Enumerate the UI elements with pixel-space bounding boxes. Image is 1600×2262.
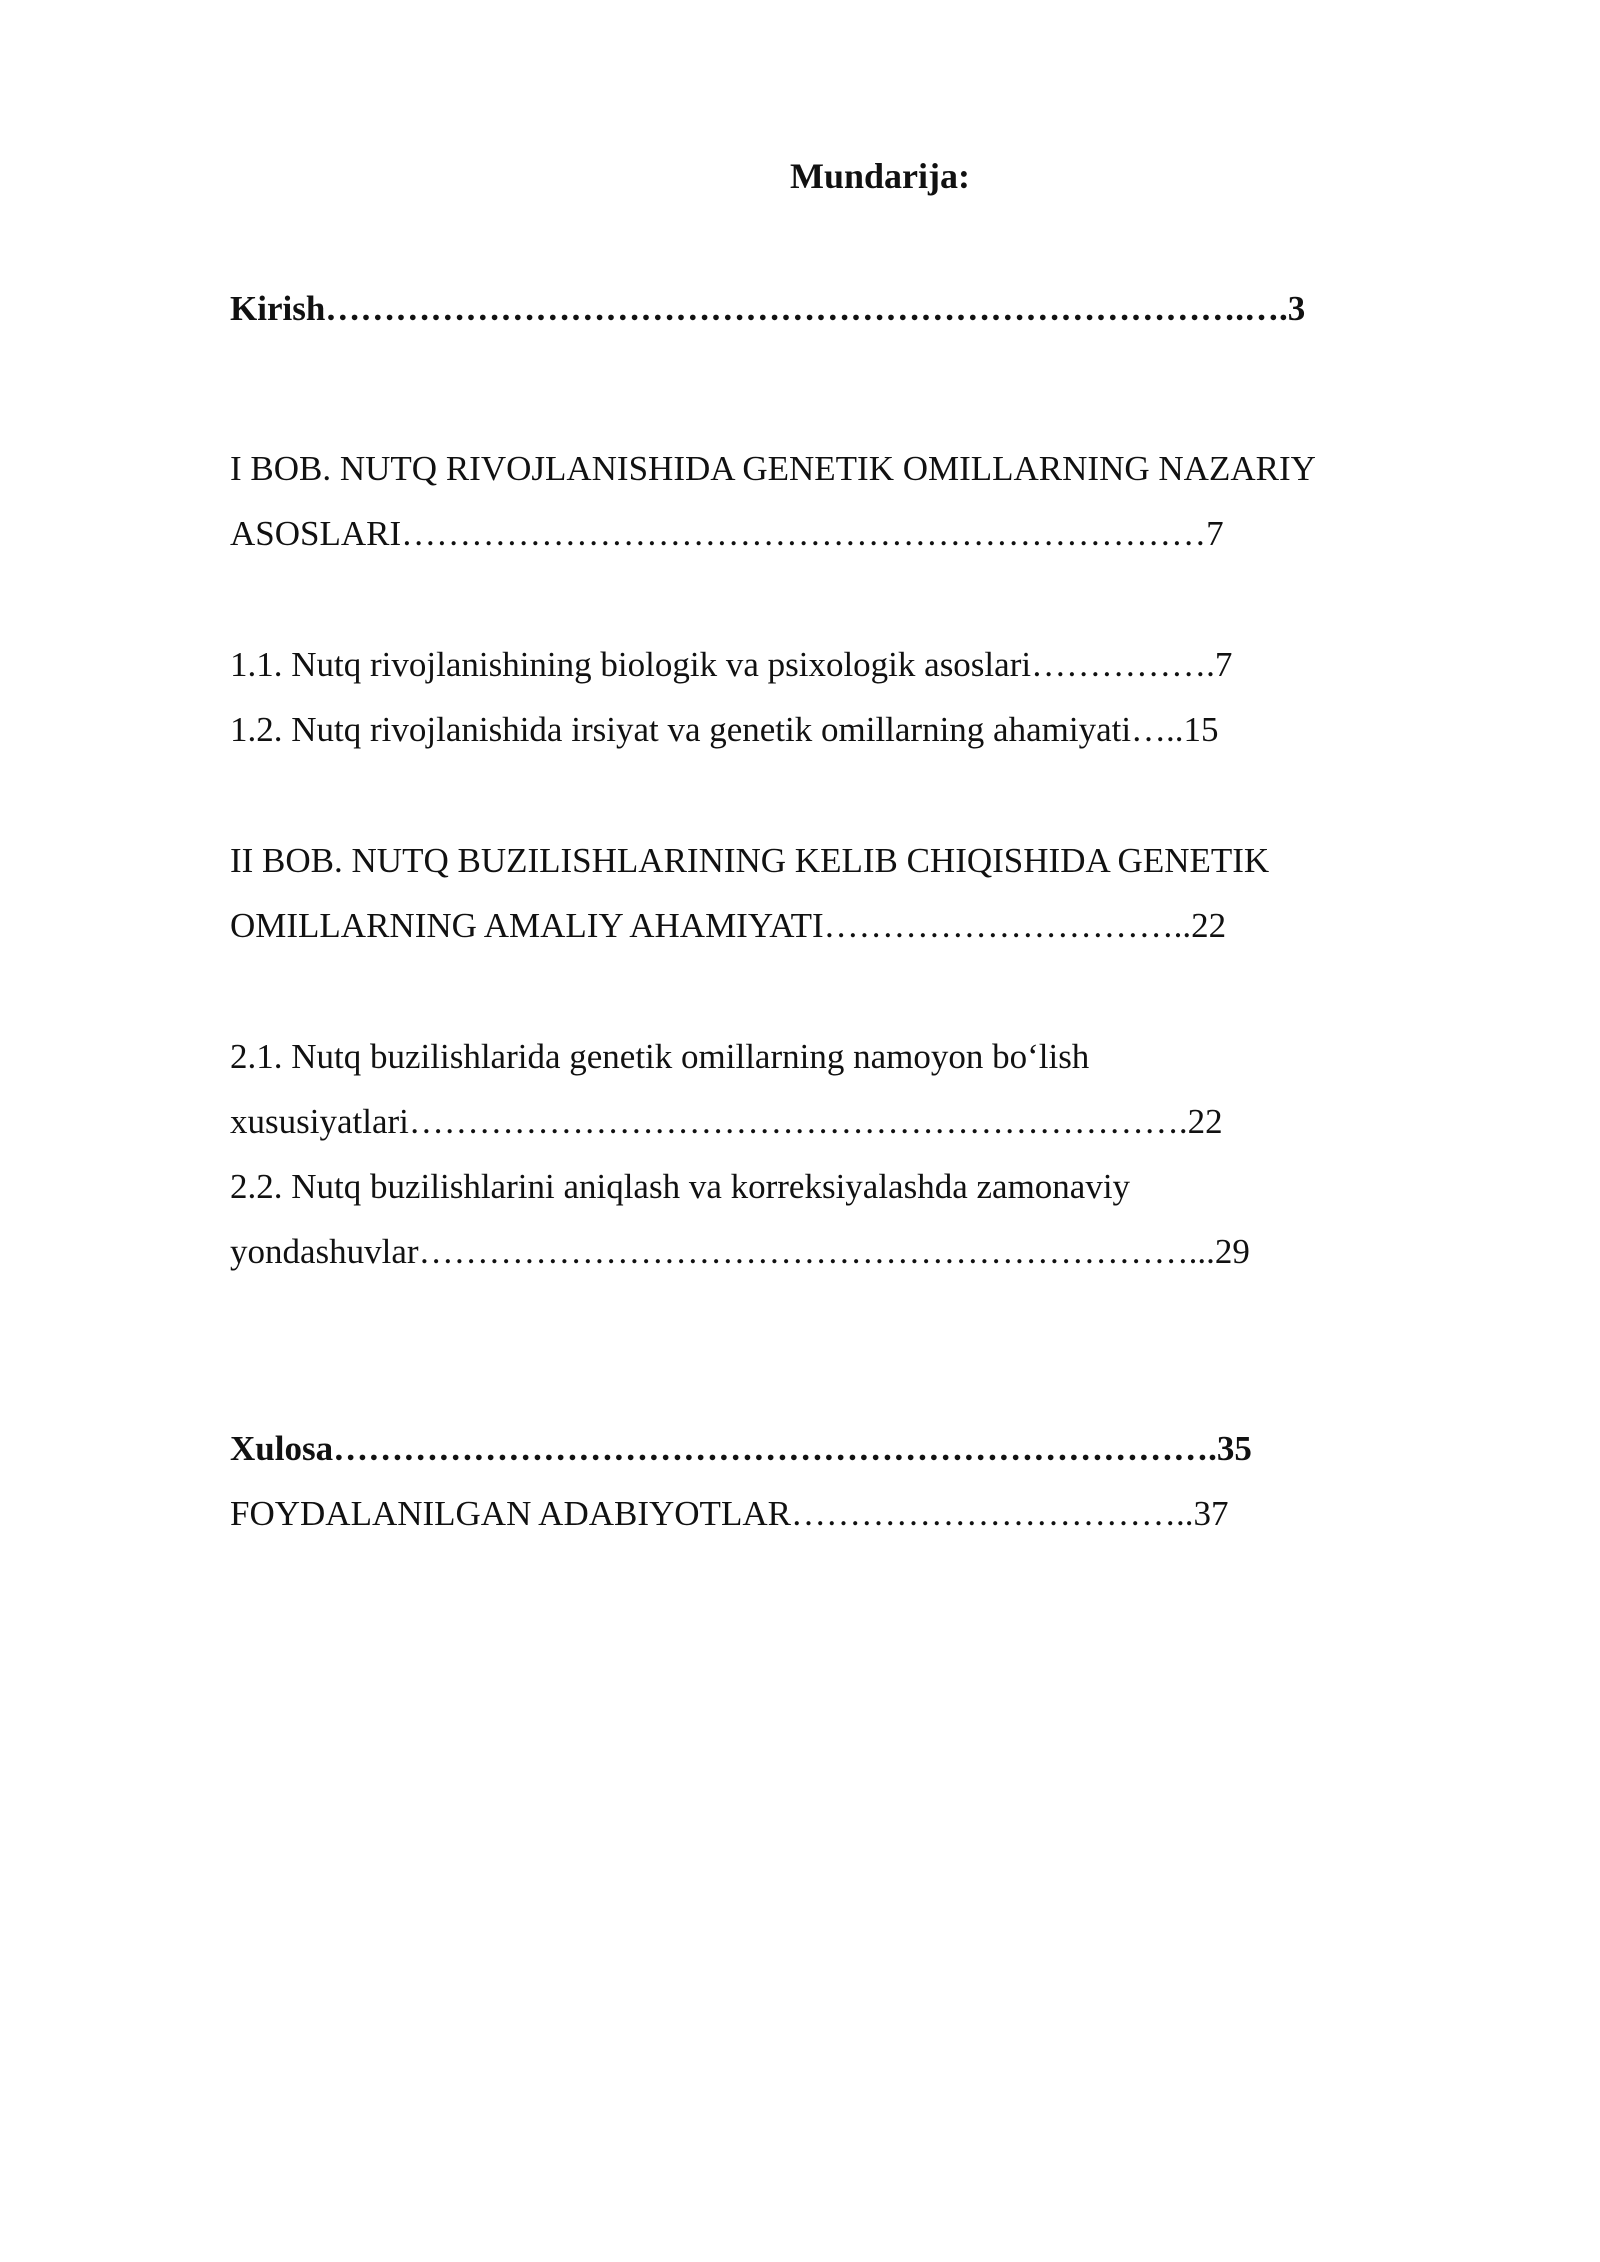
toc-entry-section-1-1 bbox=[230, 632, 1430, 697]
toc-line: 2.1. Nutq buzilishlarida genetik omillarning namoyon bo‘lish bbox=[230, 1037, 1090, 1076]
toc-line: 2.2. Nutq buzilishlarini aniqlash va korreksiyalashda zamonaviy bbox=[230, 1167, 1131, 1206]
toc-line: FOYDALANILGAN ADABIYOTLAR……………………………..37 bbox=[230, 1494, 1229, 1533]
toc-line: Xulosa………………………………………………………………….35 bbox=[230, 1429, 1252, 1468]
toc-entry-section-2-2 bbox=[230, 1154, 1430, 1284]
toc-line: Kirish…………………………………………………………………….….3 bbox=[230, 289, 1306, 328]
toc-line: 1.2. Nutq rivojlanishida irsiyat va genetik omillarning ahamiyati…..15 bbox=[230, 710, 1219, 749]
toc-entry-kirish bbox=[230, 276, 1430, 341]
toc-entry-section-1-2 bbox=[230, 697, 1430, 762]
toc-line: OMILLARNING AMALIY AHAMIYATI…………………………..22 bbox=[230, 906, 1227, 945]
toc-line: I BOB. NUTQ RIVOJLANISHIDA GENETIK OMILLARNING NAZARIY bbox=[230, 449, 1316, 488]
toc-entry-section-2-1 bbox=[230, 1024, 1430, 1154]
toc-line: 1.1. Nutq rivojlanishining biologik va psixologik asoslari…………….7 bbox=[230, 645, 1233, 684]
toc-line: ASOSLARI……………………………………………………………7 bbox=[230, 514, 1224, 553]
toc-entry-adabiyotlar bbox=[230, 1481, 1430, 1546]
table-of-contents-title: Mundarija: bbox=[790, 156, 970, 196]
toc-line: II BOB. NUTQ BUZILISHLARINING KELIB CHIQISHIDA GENETIK bbox=[230, 841, 1270, 880]
toc-entry-xulosa bbox=[230, 1416, 1430, 1481]
toc-line: xususiyatlari………………………………………………………….22 bbox=[230, 1102, 1223, 1141]
toc-entry-chapter-2 bbox=[230, 828, 1430, 958]
toc-line: yondashuvlar…………………………………………………………...29 bbox=[230, 1232, 1250, 1271]
toc-entry-chapter-1 bbox=[230, 436, 1430, 566]
